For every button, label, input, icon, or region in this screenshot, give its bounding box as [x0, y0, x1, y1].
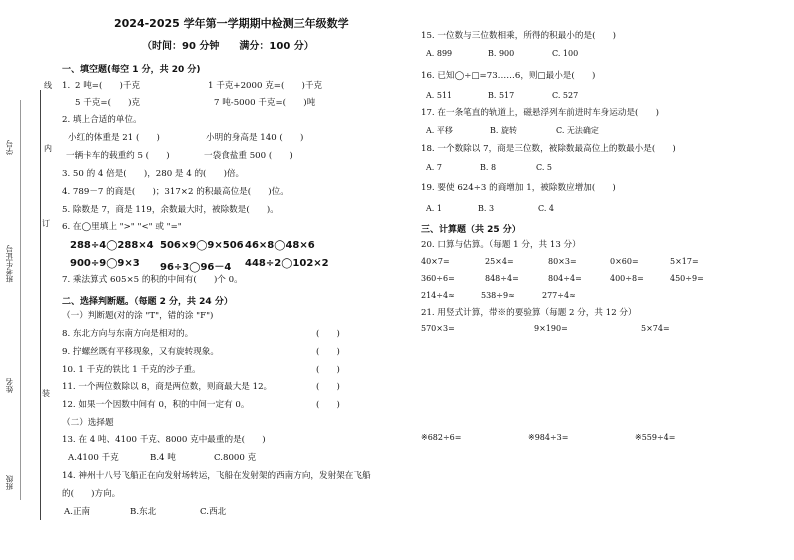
- q6-item: 900÷9◯9×3: [70, 258, 140, 269]
- binding-char: 订: [42, 219, 50, 228]
- q17-option[interactable]: C. 无法确定: [556, 126, 599, 135]
- q2-blank-a: 小红的体重是 21 ( ): [68, 133, 160, 143]
- answer-paren[interactable]: ( ): [316, 329, 340, 339]
- vertical-calc: 570×3=: [421, 324, 455, 333]
- calc-item: 40×7=: [421, 257, 450, 266]
- vertical-calc: 9×190=: [534, 324, 568, 333]
- q6-text: 6. 在◯里填上 ">" "<" 或 "=": [62, 222, 182, 232]
- calc-item: 450÷9=: [670, 274, 704, 283]
- q6-item: 96÷3◯96－4: [160, 262, 232, 273]
- q19-option[interactable]: C. 4: [538, 204, 555, 213]
- q14-option[interactable]: B.东北: [130, 507, 157, 517]
- calc-item: 538÷9≈: [481, 291, 515, 300]
- q2-blank-c: 一辆卡车的载重约 5 ( ): [66, 151, 170, 161]
- q1-blank-d: 7 吨-5000 千克=( )吨: [214, 98, 316, 108]
- q18-text: 18. 一个数除以 7，商是三位数，被除数最高位上的数最小是( ): [421, 144, 676, 154]
- calc-item: 80×3=: [548, 257, 577, 266]
- binding-line: [40, 90, 41, 520]
- judge-question: 12. 如果一个因数中间有 0，积的中间一定有 0。: [62, 400, 250, 410]
- vertical-calc: ※984÷3=: [528, 433, 569, 442]
- q15-option[interactable]: B. 900: [488, 49, 515, 58]
- calc-item: 400÷8=: [610, 274, 644, 283]
- answer-paren[interactable]: ( ): [316, 400, 340, 410]
- class-label: 班级: [5, 475, 14, 490]
- q13-option[interactable]: B.4 吨: [150, 453, 176, 463]
- vertical-calc: 5×74=: [641, 324, 670, 333]
- q5-text: 5. 除数是 7，商是 119，余数最大时，被除数是( )。: [62, 205, 279, 215]
- q15-text: 15. 一位数与三位数相乘，所得的积最小的是( ): [421, 31, 616, 41]
- q20-text: 20. 口算与估算。（每题 1 分，共 13 分）: [421, 240, 581, 250]
- q17-option[interactable]: B. 旋转: [490, 126, 517, 135]
- calc-item: 848÷4=: [485, 274, 519, 283]
- section3-heading: 三、计算题（共 25 分）: [421, 225, 521, 235]
- q1-blank-c: 5 千克=( )克: [75, 98, 141, 108]
- calc-item: 214÷4≈: [421, 291, 455, 300]
- q4-text: 4. 789－7 的商是( )；317×2 的积最高位是( )位。: [62, 187, 289, 197]
- calc-item: 0×60=: [610, 257, 639, 266]
- answer-paren[interactable]: ( ): [316, 382, 340, 392]
- q15-option[interactable]: C. 100: [552, 49, 579, 58]
- q7-text: 7. 乘法算式 605×5 的积的中间有( )个 0。: [62, 275, 243, 285]
- q18-option[interactable]: A. 7: [426, 163, 442, 172]
- q16-option[interactable]: A. 511: [426, 91, 453, 100]
- q14-option[interactable]: A.正南: [64, 507, 91, 517]
- q6-item: 506×9◯9×506: [160, 240, 244, 251]
- binding-char: 线: [44, 81, 52, 90]
- q6-item: 288÷4◯288×4: [70, 240, 154, 251]
- calc-item: 5×17=: [670, 257, 699, 266]
- q16-option[interactable]: B. 517: [488, 91, 515, 100]
- q15-option[interactable]: A. 899: [426, 49, 453, 58]
- choice-heading: （二）选择题: [62, 418, 114, 428]
- judge-question: 10. 1 千克的铁比 1 千克的沙子重。: [62, 365, 201, 375]
- q2-blank-d: 一袋食盐重 500 ( ): [204, 151, 293, 161]
- q18-option[interactable]: B. 8: [480, 163, 497, 172]
- q3-text: 3. 50 的 4 倍是( )，280 是 4 的( )倍。: [62, 169, 245, 179]
- field-line: [20, 100, 21, 500]
- vertical-calc: ※682÷6=: [421, 433, 462, 442]
- q16-text: 16. 已知◯÷□=73……6，则□最小是( ): [421, 71, 596, 81]
- judge-instructions: （一）判断题(对的涂 "T"，错的涂 "F"): [62, 311, 214, 321]
- name-label: 姓名: [5, 378, 14, 393]
- q19-text: 19. 要使 624÷3 的商增加 1，被除数应增加( ): [421, 183, 616, 193]
- page-title: 2024-2025 学年第一学期期中检测三年级数学: [114, 17, 349, 30]
- q1-blank-b: 1 千克+2000 克=( )千克: [208, 81, 323, 91]
- binding-char: 内: [44, 144, 52, 153]
- q18-option[interactable]: C. 5: [536, 163, 553, 172]
- judge-question: 9. 拧螺丝既有平移现象，又有旋转现象。: [62, 347, 220, 357]
- calc-item: 360÷6=: [421, 274, 455, 283]
- q19-option[interactable]: A. 1: [426, 204, 442, 213]
- section2-heading: 二、选择判断题。（每题 2 分，共 24 分）: [62, 297, 233, 307]
- vertical-calc: ※559÷4=: [635, 433, 676, 442]
- q19-option[interactable]: B. 3: [478, 204, 495, 213]
- student-number-label: 学号: [5, 140, 14, 155]
- q17-text: 17. 在一条笔直的轨道上，磁悬浮列车前进时车身运动是( ): [421, 108, 659, 118]
- judge-question: 8. 东北方向与东南方向是相对的。: [62, 329, 194, 339]
- q16-option[interactable]: C. 527: [552, 91, 579, 100]
- calc-item: 25×4=: [485, 257, 514, 266]
- exam-id-label: 班考生证号: [5, 245, 14, 283]
- q6-item: 46×8◯48×6: [245, 240, 315, 251]
- section1-heading: 一、填空题(每空 1 分，共 20 分): [62, 65, 201, 75]
- q13-option[interactable]: C.8000 克: [214, 453, 257, 463]
- q13-option[interactable]: A.4100 千克: [68, 453, 119, 463]
- binding-char: 装: [42, 389, 50, 398]
- q6-item: 448÷2◯102×2: [245, 258, 329, 269]
- answer-paren[interactable]: ( ): [316, 347, 340, 357]
- q21-text: 21. 用竖式计算，带※的要验算（每题 2 分，共 12 分）: [421, 308, 637, 318]
- q1-number: 1.: [62, 81, 71, 91]
- judge-question: 11. 一个两位数除以 8，商是两位数，则商最大是 12。: [62, 382, 273, 392]
- q14-option[interactable]: C.西北: [200, 507, 227, 517]
- answer-paren[interactable]: ( ): [316, 365, 340, 375]
- q13-text: 13. 在 4 吨、4100 千克、8000 克中最重的是( ): [62, 435, 266, 445]
- q2-blank-b: 小明的身高是 140 ( ): [206, 133, 304, 143]
- q2-text: 2. 填上合适的单位。: [62, 115, 142, 125]
- q17-option[interactable]: A. 平移: [426, 126, 453, 135]
- q14-text: 14. 神州十八号飞船正在向发射场转运，飞船在发射架的西南方向，发射架在飞船: [62, 471, 371, 481]
- q14-text-cont: 的( )方向。: [62, 489, 121, 499]
- q1-blank-a: 2 吨=( )千克: [75, 81, 141, 91]
- calc-item: 804÷4=: [548, 274, 582, 283]
- calc-item: 277÷4≈: [542, 291, 576, 300]
- page-subtitle: （时间：90 分钟 满分：100 分）: [142, 41, 314, 52]
